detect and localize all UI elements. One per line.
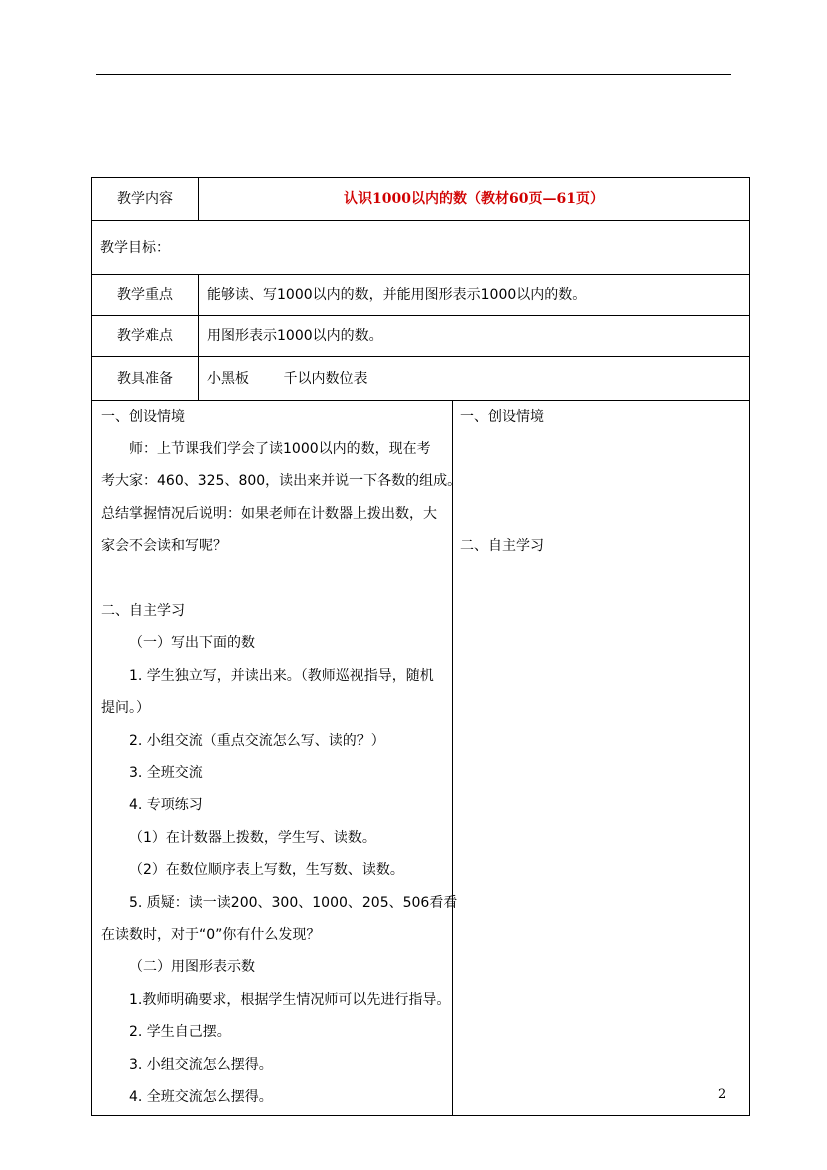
lesson-plan-table: [91, 177, 750, 1116]
process-line: （1）在计数器上拨数，学生写、读数。: [129, 830, 376, 846]
key-point-text: 能够读、写1000以内的数，并能用图形表示1000以内的数。: [199, 275, 750, 316]
label-difficulty: 教学难点: [92, 316, 199, 357]
process-line: 2. 小组交流（重点交流怎么写、读的？）: [129, 733, 385, 749]
process-line: （2）在数位顺序表上写数，生写数、读数。: [129, 862, 404, 878]
process-line: 提问。）: [101, 700, 150, 716]
process-line: 5. 质疑：读一读200、300、1000、205、506看看: [129, 895, 458, 911]
process-line: 在读数时，对于“0”你有什么发现？: [101, 927, 321, 943]
tool-item: 小黑板: [207, 370, 249, 387]
notes-cell: [453, 401, 750, 1116]
teaching-process-cell: [92, 401, 462, 1116]
label-goal: 教学目标：: [92, 221, 750, 275]
notes-heading: 一、创设情境: [460, 409, 544, 425]
notes-heading: 二、自主学习: [460, 538, 544, 554]
process-line: 总结掌握情况后说明：如果老师在计数器上拨出数，大: [101, 506, 437, 522]
page-number: 2: [718, 1087, 727, 1102]
header-rule: [96, 74, 731, 75]
process-subheading: （二）用图形表示数: [129, 959, 255, 975]
process-heading: 一、创设情境: [101, 409, 185, 425]
tools-row: [92, 357, 750, 401]
difficulty-text: 用图形表示1000以内的数。: [199, 316, 750, 357]
process-line: 师：上节课我们学会了读1000以内的数，现在考: [129, 441, 431, 457]
tools-text: [199, 357, 750, 401]
process-line: 4. 专项练习: [129, 797, 203, 813]
label-tools: 教具准备: [92, 357, 199, 401]
process-subheading: （一）写出下面的数: [129, 635, 255, 651]
process-line: 3. 全班交流: [129, 765, 203, 781]
goal-row: [92, 221, 750, 275]
process-line: 考大家：460、325、800，读出来并说一下各数的组成。: [101, 473, 462, 489]
label-key-point: 教学重点: [92, 275, 199, 316]
lesson-title: 认识1000以内的数（教材60页—61页）: [199, 178, 750, 221]
label-content: 教学内容: [92, 178, 199, 221]
key-row: [92, 275, 750, 316]
process-line: 家会不会读和写呢？: [101, 538, 227, 554]
process-row: [92, 401, 750, 1116]
process-line: 2. 学生自己摆。: [129, 1024, 231, 1040]
process-heading: 二、自主学习: [101, 603, 185, 619]
process-line: 3. 小组交流怎么摆得。: [129, 1057, 273, 1073]
process-line: 4. 全班交流怎么摆得。: [129, 1089, 273, 1105]
tool-item: 千以内数位表: [283, 370, 368, 387]
content-row: [92, 178, 750, 221]
process-line: 1. 学生独立写，并读出来。（教师巡视指导，随机: [129, 668, 434, 684]
difficulty-row: [92, 316, 750, 357]
process-line: 1.教师明确要求，根据学生情况师可以先进行指导。: [129, 992, 451, 1008]
